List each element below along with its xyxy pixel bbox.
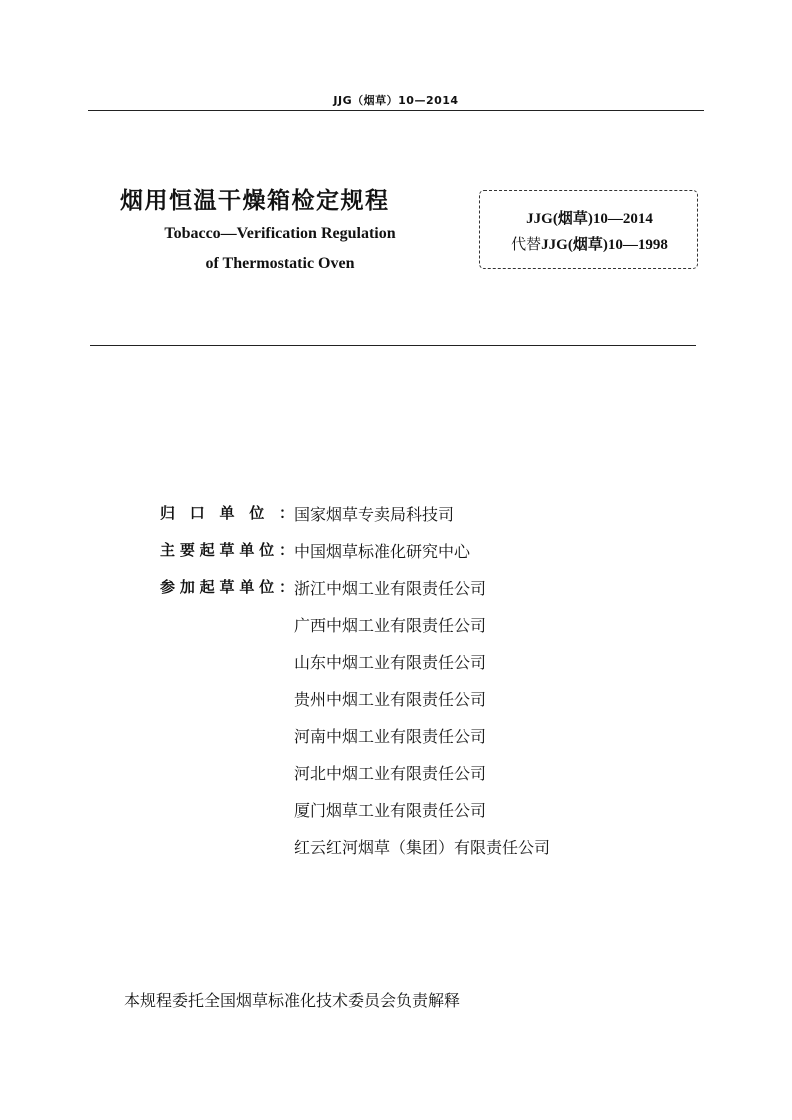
participant-item: 广西中烟工业有限责任公司 [294,616,487,635]
participant-item: 河北中烟工业有限责任公司 [294,764,487,783]
running-head: JJG（烟草）10—2014 [333,94,459,107]
org-label-participants: 参加起草单位： [160,578,294,596]
replaces-line [480,233,699,254]
participant-item: 贵州中烟工业有限责任公司 [294,690,487,709]
standard-code: JJG(烟草)10—2014 [526,211,653,227]
org-row-participant [160,761,680,798]
title-english-line-1: Tobacco—Verification Regulation [164,225,396,242]
org-row-participant [160,650,680,687]
org-label-responsible: 归口单位： [160,504,294,522]
org-row-responsible [160,502,680,539]
header-rule [88,110,704,111]
title-rule [90,345,696,346]
participant-item: 厦门烟草工业有限责任公司 [294,801,487,820]
replaces-code: JJG(烟草)10—1998 [541,237,668,253]
org-value-main-drafter: 中国烟草标准化研究中心 [294,542,471,561]
org-row-participant [160,687,680,724]
replaces-prefix: 代替 [511,237,542,253]
participant-item: 河南中烟工业有限责任公司 [294,727,487,746]
participant-item: 山东中烟工业有限责任公司 [294,653,487,672]
title-chinese: 烟用恒温干燥箱检定规程 [120,188,390,214]
org-row-participant [160,798,680,835]
organization-list [160,502,680,872]
participant-item: 红云红河烟草（集团）有限责任公司 [294,838,551,857]
standard-code-box [479,190,698,269]
org-row-participant [160,835,680,872]
org-row-participants [160,576,680,613]
org-row-main-drafter [160,539,680,576]
participant-item: 浙江中烟工业有限责任公司 [294,579,487,598]
org-row-participant [160,724,680,761]
title-english-line-2: of Thermostatic Oven [205,255,355,272]
org-value-responsible: 国家烟草专卖局科技司 [294,505,455,524]
org-row-participant [160,613,680,650]
interpretation-note: 本规程委托全国烟草标准化技术委员会负责解释 [124,991,461,1010]
org-label-main-drafter: 主要起草单位： [160,541,294,559]
